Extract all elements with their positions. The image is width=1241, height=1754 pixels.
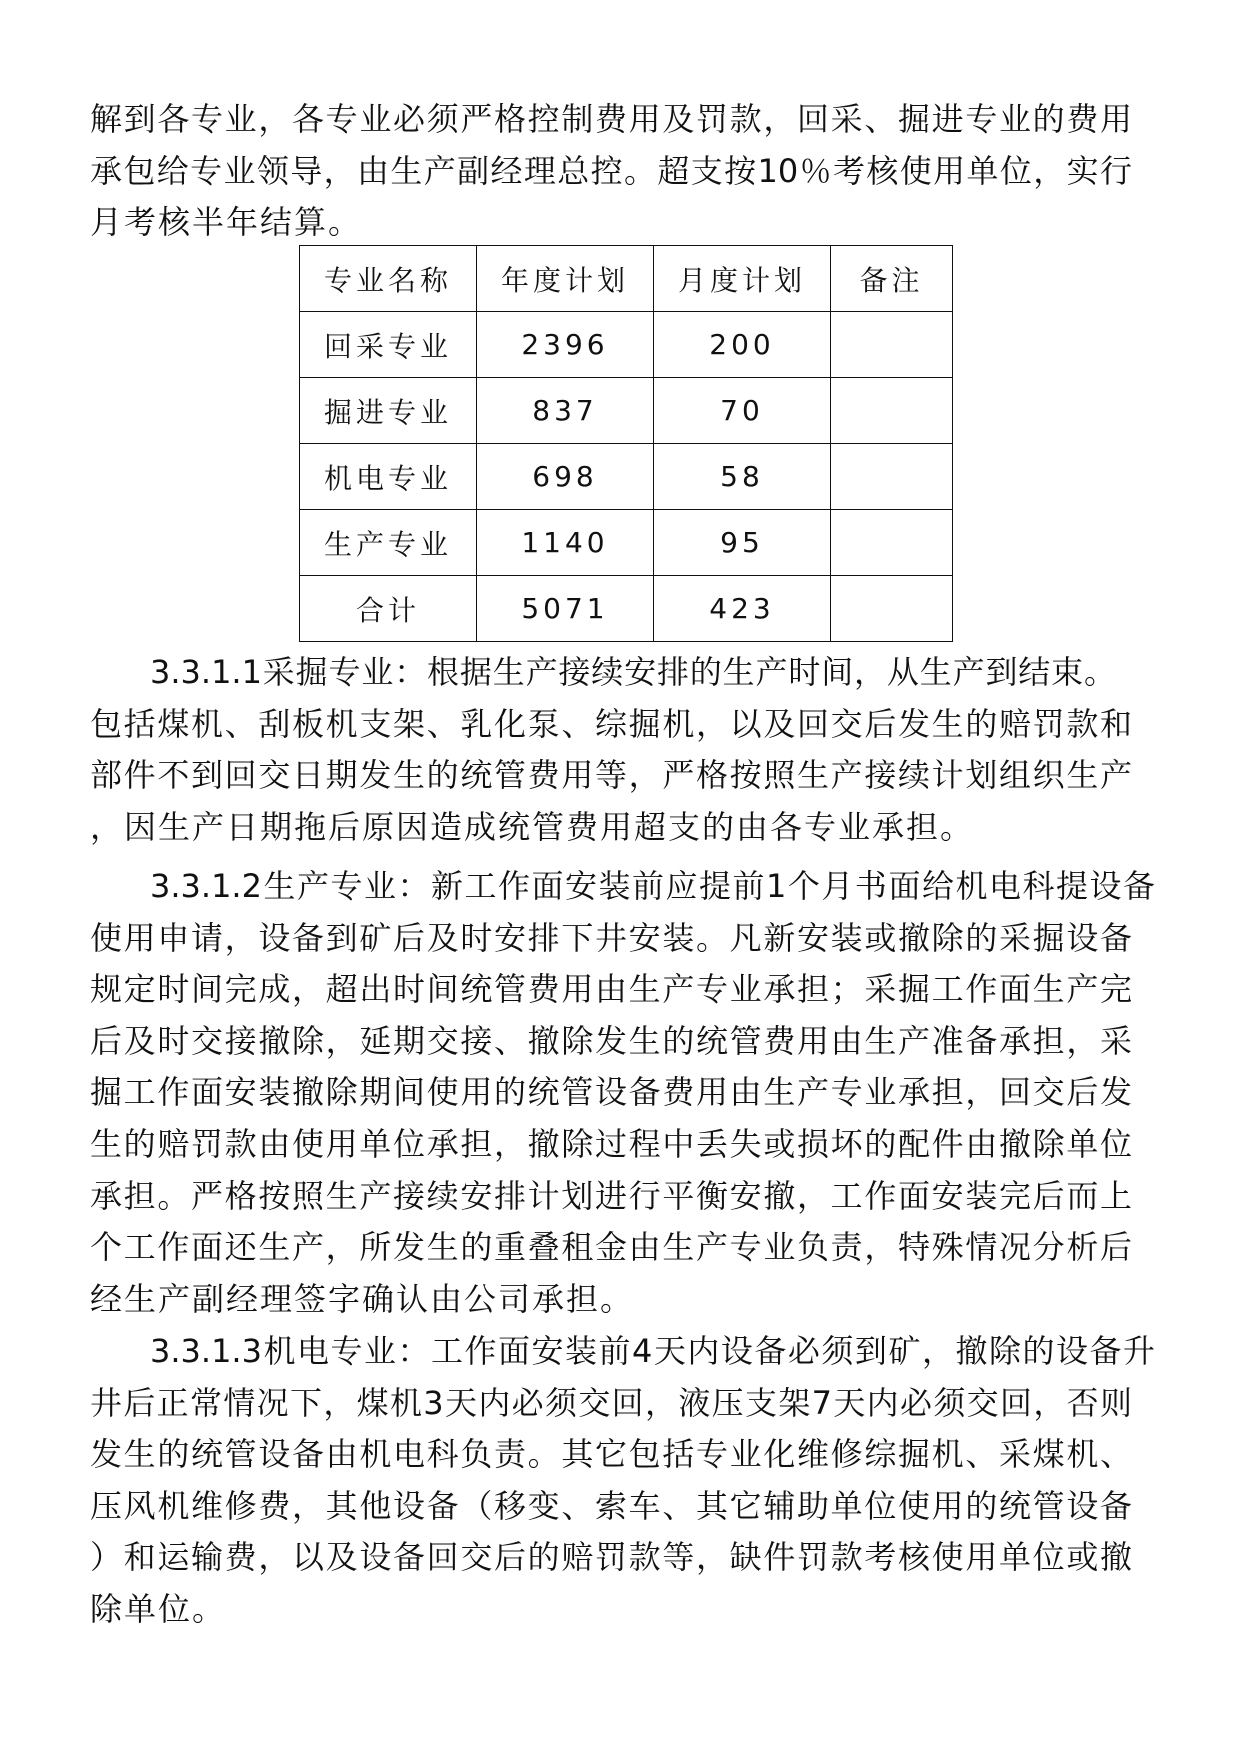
table-cell [831, 510, 953, 576]
table-cell: 生产专业 [300, 510, 477, 576]
table-cell: 机电专业 [300, 444, 477, 510]
text-line: 掘工作面安装撤除期间使用的统管设备费用由生产专业承担，回交后发 [90, 1073, 1132, 1112]
text-line: 承担。严格按照生产接续安排计划进行平衡安撤，工作面安装完后而上 [90, 1176, 1132, 1215]
text-line: 部件不到回交日期发生的统管费用等，严格按照生产接续计划组织生产 [90, 756, 1132, 795]
section-3-3-1-2 [90, 861, 1155, 1325]
table-cell: 423 [654, 576, 831, 642]
text-line: 压风机维修费，其他设备（移变、索车、其它辅助单位使用的统管设备 [90, 1486, 1132, 1525]
text-line: 生的赔罚款由使用单位承担，撤除过程中丢失或损坏的配件由撤除单位 [90, 1124, 1132, 1163]
table-cell: 5071 [477, 576, 654, 642]
table-cell [831, 312, 953, 378]
table-cell: 合计 [300, 576, 477, 642]
table-row [300, 510, 953, 576]
text-line: ，因生产日期拖后原因造成统管费用超支的由各专业承担。 [90, 807, 975, 846]
header-cell: 备注 [831, 246, 953, 312]
table-cell: 2396 [477, 312, 654, 378]
text-line: 除单位。 [90, 1589, 227, 1628]
table-cell: 95 [654, 510, 831, 576]
table-cell: 70 [654, 378, 831, 444]
table-cell: 掘进专业 [300, 378, 477, 444]
text-line: 3.3.1.1采掘专业：根据生产接续安排的生产时间，从生产到结束。 [150, 653, 1116, 691]
text-line: 个工作面还生产，所发生的重叠租金由生产专业负责，特殊情况分析后 [90, 1228, 1132, 1267]
text-line: 后及时交接撤除，延期交接、撤除发生的统管费用由生产准备承担，采 [90, 1021, 1132, 1060]
table-cell: 58 [654, 444, 831, 510]
text-line: 发生的统管设备由机电科负责。其它包括专业化维修综掘机、采煤机、 [90, 1435, 1132, 1474]
table-cell: 698 [477, 444, 654, 510]
text-line: 3.3.1.3机电专业：工作面安装前4天内设备必须到矿，撤除的设备升 [150, 1332, 1155, 1370]
text-line: 月考核半年结算。 [90, 203, 363, 242]
text-line: 经生产副经理签字确认由公司承担。 [90, 1279, 635, 1318]
table-total-row [300, 576, 953, 642]
text-line: 3.3.1.2生产专业：新工作面安装前应提前1个月书面给机电科提设备 [150, 867, 1155, 905]
table-cell [831, 378, 953, 444]
text-line: 规定时间完成，超出时间统管费用由生产专业承担；采掘工作面生产完 [90, 970, 1132, 1009]
budget-table [299, 245, 953, 642]
table-row [300, 312, 953, 378]
table-row [300, 378, 953, 444]
header-cell: 专业名称 [300, 246, 477, 312]
text-line: ）和运输费，以及设备回交后的赔罚款等，缺件罚款考核使用单位或撤 [90, 1538, 1132, 1577]
intro-paragraph [90, 94, 1132, 249]
header-cell: 月度计划 [654, 246, 831, 312]
table-cell [831, 576, 953, 642]
text-line: 包括煤机、刮板机支架、乳化泵、综掘机，以及回交后发生的赔罚款和 [90, 704, 1132, 743]
text-line: 使用申请，设备到矿后及时安排下井安装。凡新安装或撤除的采掘设备 [90, 918, 1132, 957]
header-cell: 年度计划 [477, 246, 654, 312]
table-cell: 200 [654, 312, 831, 378]
table-row [300, 444, 953, 510]
table-header-row [300, 246, 953, 312]
text-line: 井后正常情况下，煤机3天内必须交回，液压支架7天内必须交回，否则 [90, 1383, 1132, 1422]
section-3-3-1-3 [90, 1326, 1155, 1636]
text-line: 解到各专业，各专业必须严格控制费用及罚款，回采、掘进专业的费用 [90, 100, 1132, 138]
text-line: 承包给专业领导，由生产副经理总控。超支按10％考核使用单位，实行 [90, 151, 1132, 190]
table-cell: 1140 [477, 510, 654, 576]
table-cell [831, 444, 953, 510]
table-cell: 回采专业 [300, 312, 477, 378]
section-3-3-1-1 [90, 647, 1132, 853]
table-cell: 837 [477, 378, 654, 444]
